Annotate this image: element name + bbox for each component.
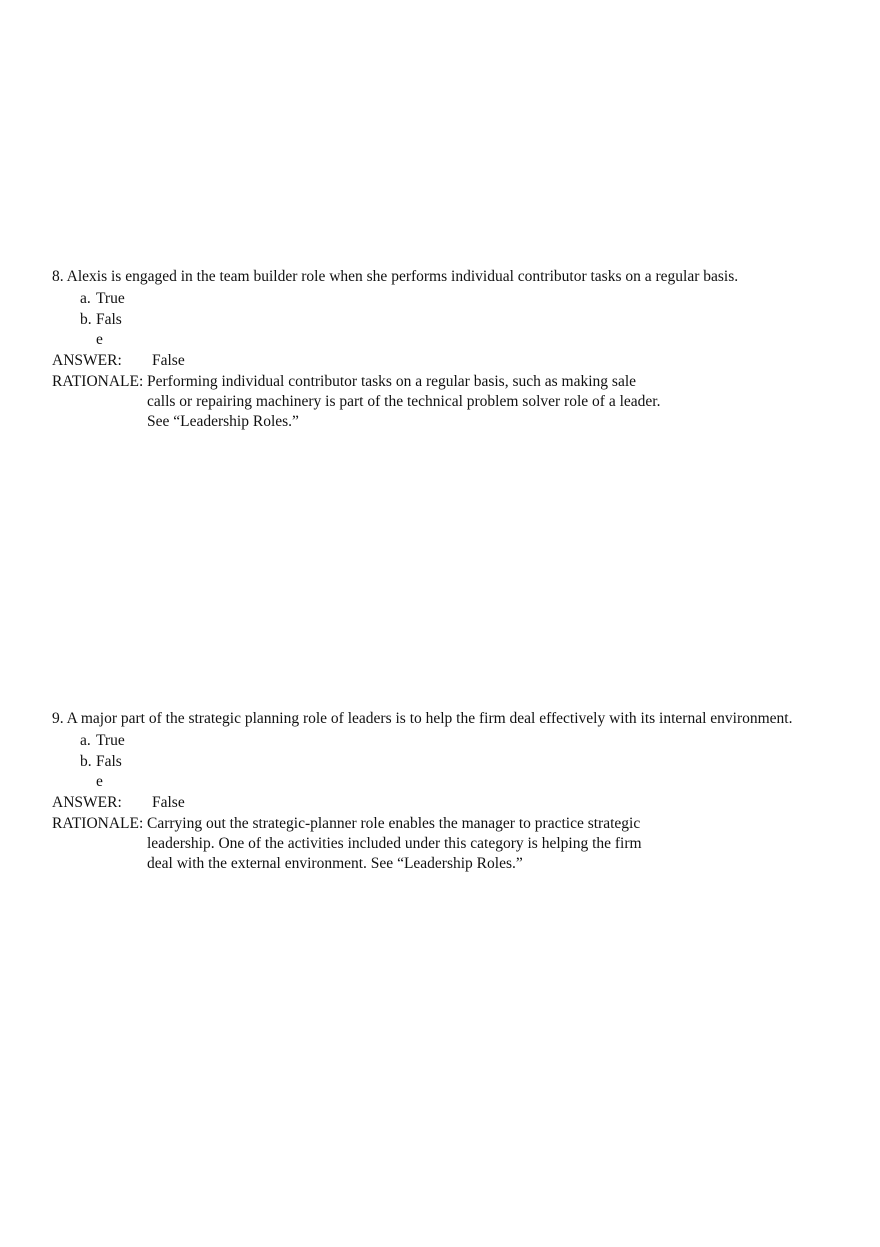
rationale-row xyxy=(52,814,852,874)
rationale-text xyxy=(147,372,665,432)
rationale-label: RATIONALE: xyxy=(52,373,144,390)
question-8 xyxy=(52,267,852,432)
option-text: True xyxy=(96,290,125,307)
rationale-line: Performing individual contributor tasks on a regular basis, such as making sale xyxy=(147,373,637,390)
rationale-line: leadership. One of the activities included under this category is helping the firm xyxy=(147,835,642,852)
question-stem: 8. Alexis is engaged in the team builder role when she performs individual contributor tasks on a regular basis. xyxy=(52,268,739,285)
option-letter: b. xyxy=(80,311,92,328)
option-text: False xyxy=(96,311,122,348)
option-letter: a. xyxy=(80,732,91,749)
option-text: False xyxy=(96,753,122,790)
rationale-line: deal with the external environment. See “Leadership Roles.” xyxy=(147,855,523,872)
rationale-text xyxy=(147,814,665,874)
answer-label: ANSWER: xyxy=(52,794,122,811)
answer-row xyxy=(52,793,852,813)
rationale-label: RATIONALE: xyxy=(52,815,144,832)
rationale-line: See “Leadership Roles.” xyxy=(147,413,299,430)
option-letter: a. xyxy=(80,290,91,307)
option-text: True xyxy=(96,732,125,749)
option-b xyxy=(80,752,852,792)
answer-options xyxy=(80,731,852,792)
option-b xyxy=(80,310,852,350)
answer-label: ANSWER: xyxy=(52,352,122,369)
question-9 xyxy=(52,709,852,874)
answer-options xyxy=(80,289,852,350)
rationale-line: Carrying out the strategic-planner role enables the manager to practice strategic xyxy=(147,815,641,832)
answer-value: False xyxy=(152,352,185,369)
question-stem: 9. A major part of the strategic planning role of leaders is to help the firm deal effectively with its internal environment. xyxy=(52,710,793,727)
option-letter: b. xyxy=(80,753,92,770)
option-a xyxy=(80,731,852,752)
answer-value: False xyxy=(152,794,185,811)
option-a xyxy=(80,289,852,310)
answer-row xyxy=(52,351,852,371)
rationale-row xyxy=(52,372,852,432)
rationale-line: calls or repairing machinery is part of the technical problem solver role of a leader. xyxy=(147,393,661,410)
